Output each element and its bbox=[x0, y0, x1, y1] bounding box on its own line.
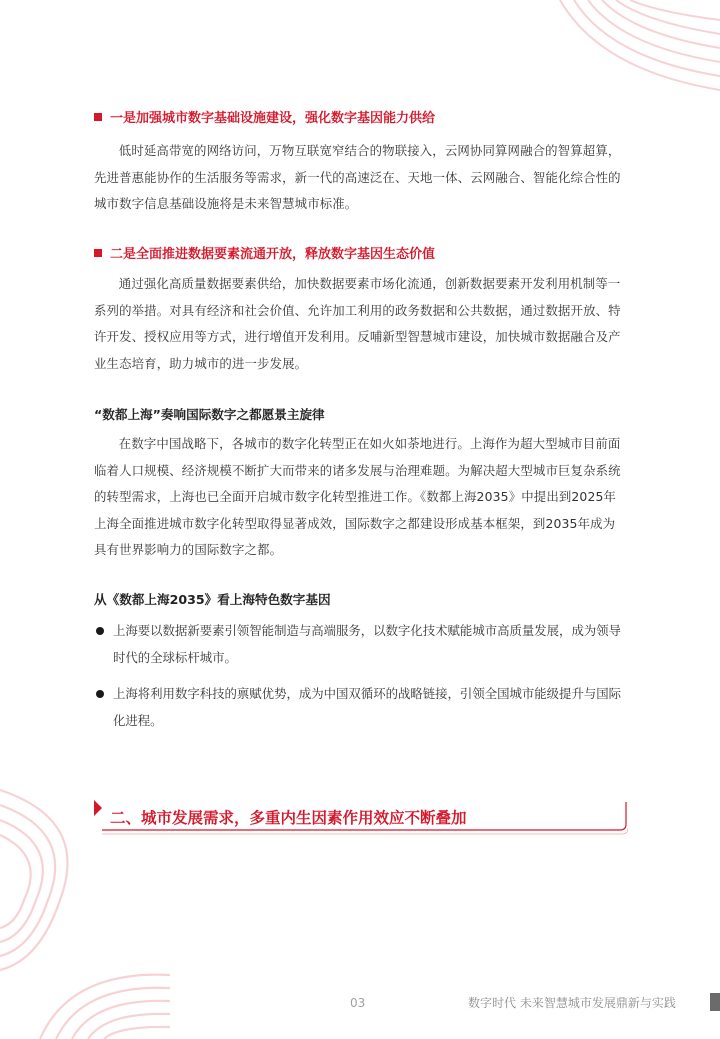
chapter-banner-title: 二、城市发展需求，多重内生因素作用效应不断叠加 bbox=[110, 809, 467, 827]
paragraph-2: 通过强化高质量数据要素供给，加快数据要素市场化流通，创新数据要素开发利用机制等一系列的举措。对具有经济和社会价值、允许加工利用的政务数据和公共数据，通过数据开放、特许开发、授权应用等方式，进行增值开发利用。反哺新型智慧城市建设，加快城市数据融合及产业生态培育，助力城市的进一步发展。 bbox=[94, 276, 621, 371]
subheading-shanghai-genes: 从《数都上海2035》看上海特色数字基因 bbox=[94, 592, 331, 607]
bullet-dot-icon bbox=[96, 627, 104, 635]
top-right-decoration bbox=[540, 0, 720, 120]
section-heading-2 bbox=[94, 246, 634, 264]
page-number: 03 bbox=[350, 996, 366, 1010]
list-item bbox=[94, 618, 634, 671]
list-item-text: 上海将利用数字科技的禀赋优势，成为中国双循环的战略链接，引领全国城市能级提升与国际化进程。 bbox=[113, 686, 622, 728]
section-heading-1 bbox=[94, 110, 634, 128]
paragraph-3: 在数字中国战略下，各城市的数字化转型正在如火如荼地进行。上海作为超大型城市目前面临着人口规模、经济规模不断扩大而带来的诸多发展与治理难题。为解决超大型城市巨复杂系统的转型需求，上海也已全面开启城市数字化转型推进工作。《数都上海2035》中提出到2025年上海全面推进城市数字化转型取得显著成效，国际数字之都建设形成基本框架，到2035年成为具有世界影响力的国际数字之都。 bbox=[94, 436, 621, 557]
paragraph-1: 低时延高带宽的网络访问，万物互联宽窄结合的物联接入，云网协同算网融合的智算超算，先进普惠能协作的生活服务等需求，新一代的高速泛在、天地一体、云网融合、智能化综合性的城市数字信息基础设施将是未来智慧城市标准。 bbox=[94, 143, 621, 211]
chapter-banner bbox=[90, 800, 628, 836]
section-heading-2-text: 二是全面推进数据要素流通开放，释放数字基因生态价值 bbox=[110, 247, 436, 262]
subheading-shanghai-vision: “数都上海”奏响国际数字之都愿景主旋律 bbox=[94, 407, 325, 422]
list-item bbox=[94, 681, 634, 734]
footer-bar bbox=[710, 993, 720, 1011]
square-bullet-icon bbox=[94, 113, 102, 121]
list-item-text: 上海要以数据新要素引领智能制造与高端服务，以数字化技术赋能城市高质量发展，成为领导时代的全球标杆城市。 bbox=[113, 623, 622, 665]
square-bullet-icon bbox=[94, 249, 102, 257]
publication-title: 数字时代 未来智慧城市发展鼎新与实践 bbox=[468, 996, 676, 1010]
section-heading-1-text: 一是加强城市数字基础设施建设，强化数字基因能力供给 bbox=[110, 111, 436, 126]
bullet-dot-icon bbox=[96, 690, 104, 698]
